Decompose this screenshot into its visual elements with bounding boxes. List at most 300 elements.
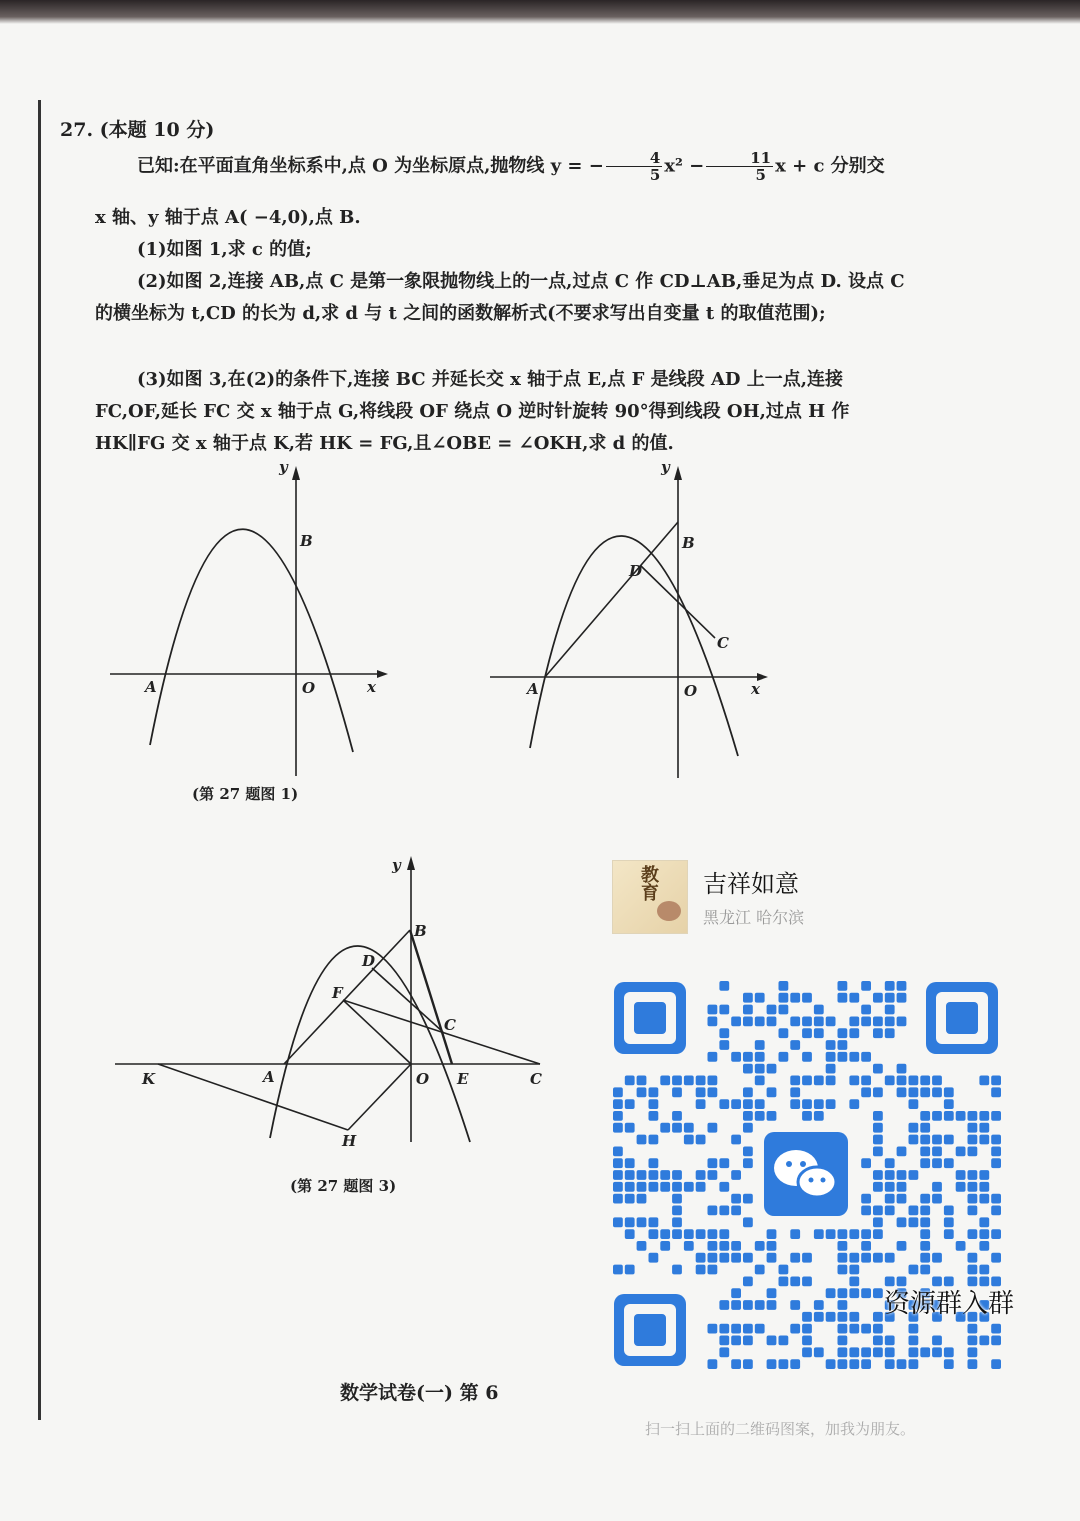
qr-module: [885, 1076, 895, 1086]
qr-module: [649, 1182, 659, 1192]
qr-module: [897, 1076, 907, 1086]
qr-module: [649, 1253, 659, 1263]
qr-module: [696, 1076, 706, 1086]
qr-module: [885, 993, 895, 1003]
qr-module: [968, 1253, 978, 1263]
intro-text-1: 已知:在平面直角坐标系中,点 O 为坐标原点,抛物线 y = −: [137, 155, 604, 177]
qr-module: [696, 1135, 706, 1145]
qr-module: [897, 1147, 907, 1157]
fig1-label-o: O: [302, 679, 316, 697]
qr-module: [660, 1170, 670, 1180]
qr-module: [719, 981, 729, 991]
fig1-label-x: x: [367, 678, 376, 696]
qr-module: [849, 1229, 859, 1239]
qr-module: [684, 1076, 694, 1086]
qr-module: [932, 1135, 942, 1145]
qr-overlay-label: 资源群入群: [884, 1289, 1015, 1319]
qr-module: [767, 1064, 777, 1074]
qr-module: [885, 1194, 895, 1204]
qr-module: [838, 1241, 848, 1251]
qr-module: [719, 1253, 729, 1263]
qr-module: [909, 1324, 919, 1334]
qr-module: [708, 1076, 718, 1086]
qr-module: [767, 1241, 777, 1251]
qr-module: [731, 1099, 741, 1109]
qr-module: [861, 1359, 871, 1369]
qr-module: [838, 1324, 848, 1334]
qr-module: [802, 1028, 812, 1038]
qr-module: [909, 1265, 919, 1275]
qr-module: [920, 1194, 930, 1204]
qr-module: [660, 1182, 670, 1192]
qr-module: [861, 1158, 871, 1168]
qr-module: [873, 1324, 883, 1334]
qr-module: [897, 1217, 907, 1227]
qr-module: [802, 1324, 812, 1334]
qr-module: [873, 1229, 883, 1239]
fig2-label-a: A: [527, 680, 539, 698]
qr-module: [944, 1111, 954, 1121]
qr-module: [743, 1123, 753, 1133]
qr-module: [861, 1229, 871, 1239]
figure-2: [485, 460, 775, 780]
qr-module: [613, 1099, 623, 1109]
qr-module: [790, 1253, 800, 1263]
qr-module: [708, 1017, 718, 1027]
qr-module: [802, 1312, 812, 1322]
qr-module: [755, 993, 765, 1003]
qr-module: [731, 1300, 741, 1310]
qr-module: [849, 1017, 859, 1027]
avatar-decoration: [657, 901, 681, 921]
qr-module: [743, 1253, 753, 1263]
qr-module: [755, 1040, 765, 1050]
qr-module: [861, 1017, 871, 1027]
qr-module: [708, 1123, 718, 1133]
qr-module: [932, 1111, 942, 1121]
qr-module: [672, 1217, 682, 1227]
qr-module: [849, 993, 859, 1003]
qr-module: [873, 1206, 883, 1216]
qr-module: [873, 1288, 883, 1298]
qr-module: [708, 1229, 718, 1239]
qr-module: [920, 1147, 930, 1157]
qr-module: [649, 1229, 659, 1239]
contact-name: 吉祥如意: [703, 870, 799, 898]
qr-module: [814, 1312, 824, 1322]
fraction-11-5: $\frac{11}{5}$: [706, 150, 773, 183]
qr-module: [909, 1087, 919, 1097]
qr-module: [684, 1182, 694, 1192]
qr-module: [826, 1040, 836, 1050]
qr-module: [991, 1253, 1001, 1263]
fig3-label-e: E: [457, 1070, 469, 1088]
qr-module: [731, 1359, 741, 1369]
qr-module: [956, 1147, 966, 1157]
qr-module: [861, 1253, 871, 1263]
fig2-label-x: x: [751, 680, 760, 698]
qr-module: [944, 1087, 954, 1097]
qr-module: [909, 1336, 919, 1346]
fig2-segment-ab: [545, 522, 678, 677]
qr-module: [920, 1206, 930, 1216]
qr-module: [802, 1277, 812, 1287]
qr-module: [719, 1099, 729, 1109]
qr-module: [802, 1336, 812, 1346]
qr-module: [991, 1229, 1001, 1239]
qr-module: [684, 1123, 694, 1133]
qr-module: [932, 1087, 942, 1097]
qr-module: [897, 981, 907, 991]
qr-module: [696, 1265, 706, 1275]
qr-module: [779, 1005, 789, 1015]
qr-module: [802, 1253, 812, 1263]
qr-module: [873, 993, 883, 1003]
qr-module: [932, 1158, 942, 1168]
qr-module: [885, 1336, 895, 1346]
qr-module: [873, 1087, 883, 1097]
qr-module: [885, 1158, 895, 1168]
qr-module: [719, 1182, 729, 1192]
qr-module: [790, 1359, 800, 1369]
qr-module: [790, 1324, 800, 1334]
qr-module: [613, 1111, 623, 1121]
qr-module: [826, 1017, 836, 1027]
qr-module: [719, 1347, 729, 1357]
qr-module: [731, 1194, 741, 1204]
qr-module: [613, 1265, 623, 1275]
qr-module: [779, 1336, 789, 1346]
page-footer: 数学试卷(一) 第 6: [340, 1382, 499, 1404]
qr-module: [790, 993, 800, 1003]
qr-module: [625, 1158, 635, 1168]
qr-module: [790, 1300, 800, 1310]
qr-module: [660, 1076, 670, 1086]
qr-module: [873, 1123, 883, 1133]
figure-1-caption: (第 27 题图 1): [192, 785, 299, 803]
qr-module: [779, 1265, 789, 1275]
qr-module: [873, 1182, 883, 1192]
qr-module: [838, 1028, 848, 1038]
qr-module: [719, 1324, 729, 1334]
qr-module: [979, 1241, 989, 1251]
fig1-parabola: [150, 529, 353, 752]
qr-module: [649, 1099, 659, 1109]
qr-module: [956, 1170, 966, 1180]
qr-module: [979, 1170, 989, 1180]
qr-hint-text: 扫一扫上面的二维码图案，加我为朋友。: [645, 1420, 916, 1438]
qr-module: [649, 1217, 659, 1227]
qr-module: [779, 981, 789, 991]
qr-module: [944, 1217, 954, 1227]
question-part3: (3)如图 3,在(2)的条件下,连接 BC 并延长交 x 轴于点 E,点 F 是线段 AD 上一点,连接FC,OF,延长 FC 交 x 轴于点 G,将线段 OF 绕点 O 逆时针旋转 90°得到线段 OH,过点 H 作 HK∥FG 交 x 轴于点 K,若 HK = FG,且∠OBE = ∠OKH,求 d 的值.: [95, 369, 850, 454]
qr-module: [743, 1336, 753, 1346]
qr-module: [743, 1158, 753, 1168]
qr-module: [743, 1111, 753, 1121]
qr-module: [672, 1111, 682, 1121]
intro-text-3: x + c 分别交: [775, 155, 885, 177]
qr-module: [696, 1253, 706, 1263]
qr-module: [767, 1111, 777, 1121]
qr-module: [767, 1087, 777, 1097]
qr-module: [968, 1206, 978, 1216]
qr-module: [979, 1336, 989, 1346]
qr-module: [885, 981, 895, 991]
qr-module: [625, 1099, 635, 1109]
fig3-label-f: F: [332, 984, 343, 1002]
qr-module: [649, 1158, 659, 1168]
qr-module: [767, 1288, 777, 1298]
qr-module: [731, 1241, 741, 1251]
qr-module: [696, 1182, 706, 1192]
qr-module: [767, 1253, 777, 1263]
qr-module: [991, 1324, 1001, 1334]
fig3-segment-ab: [284, 930, 410, 1064]
qr-module: [755, 1099, 765, 1109]
qr-module: [991, 1076, 1001, 1086]
qr-module: [743, 1217, 753, 1227]
qr-module: [649, 1087, 659, 1097]
qr-module: [613, 1087, 623, 1097]
qr-module: [708, 1052, 718, 1062]
qr-module: [861, 1206, 871, 1216]
qr-module: [767, 1229, 777, 1239]
qr-module: [767, 1359, 777, 1369]
fig2-label-o: O: [684, 682, 698, 700]
qr-module: [826, 1359, 836, 1369]
qr-module: [696, 1170, 706, 1180]
qr-module: [790, 1277, 800, 1287]
qr-module: [625, 1194, 635, 1204]
intro-text-2: x² −: [664, 155, 705, 177]
qr-module: [909, 1206, 919, 1216]
qr-module: [991, 1336, 1001, 1346]
question-part2: (2)如图 2,连接 AB,点 C 是第一象限抛物线上的一点,过点 C 作 CD⊥AB,垂足为点 D. 设点 C 的横坐标为 t,CD 的长为 d,求 d 与 t 之间的函数解析式(不要求写出自变量 t 的取值范围);: [95, 271, 905, 324]
qr-module: [838, 1312, 848, 1322]
qr-module: [991, 1087, 1001, 1097]
qr-module: [861, 1324, 871, 1334]
qr-module: [861, 1052, 871, 1062]
qr-module: [968, 1194, 978, 1204]
qr-module: [861, 1347, 871, 1357]
qr-module: [731, 1206, 741, 1216]
qr-module: [920, 1347, 930, 1357]
qr-module: [968, 1336, 978, 1346]
qr-module: [956, 1182, 966, 1192]
qr-module: [708, 1253, 718, 1263]
qr-module: [708, 1087, 718, 1097]
qr-module: [743, 1017, 753, 1027]
qr-module: [814, 1028, 824, 1038]
qr-module: [696, 1099, 706, 1109]
qr-module: [873, 1147, 883, 1157]
fig2-label-d: D: [629, 562, 643, 580]
qr-module: [684, 1229, 694, 1239]
fig2-label-y: y: [661, 460, 670, 476]
qr-module: [897, 1182, 907, 1192]
question-intro: [95, 150, 905, 183]
qr-module: [790, 1229, 800, 1239]
qr-module: [731, 1170, 741, 1180]
fig3-segment-be: [410, 930, 452, 1064]
qr-module: [932, 1076, 942, 1086]
qr-module: [861, 1005, 871, 1015]
qr-module: [838, 1052, 848, 1062]
qr-module: [968, 1170, 978, 1180]
qr-module: [920, 1158, 930, 1168]
qr-module: [909, 1123, 919, 1133]
qr-module: [731, 1017, 741, 1027]
qr-module: [790, 1017, 800, 1027]
wechat-logo-icon: [759, 1127, 853, 1221]
qr-module: [802, 1017, 812, 1027]
qr-module: [731, 1336, 741, 1346]
qr-module: [743, 1064, 753, 1074]
qr-module: [755, 1324, 765, 1334]
qr-module: [885, 1028, 895, 1038]
qr-module: [873, 1336, 883, 1346]
qr-module: [719, 1158, 729, 1168]
qr-module: [755, 1241, 765, 1251]
qr-module: [826, 1312, 836, 1322]
qr-module: [755, 1052, 765, 1062]
qr-module: [613, 1194, 623, 1204]
qr-module: [649, 1170, 659, 1180]
qr-module: [920, 1253, 930, 1263]
qr-module: [719, 1300, 729, 1310]
figure-3: [110, 850, 545, 1150]
qr-module: [826, 1064, 836, 1074]
qr-module: [873, 1312, 883, 1322]
qr-module: [979, 1076, 989, 1086]
qr-module: [897, 1241, 907, 1251]
qr-module: [838, 981, 848, 991]
qr-module: [767, 1005, 777, 1015]
qr-module: [613, 1158, 623, 1168]
qr-module: [802, 1347, 812, 1357]
qr-module: [743, 1194, 753, 1204]
qr-module: [944, 1206, 954, 1216]
fig2-label-b: B: [682, 534, 695, 552]
fig3-segment-hk: [158, 1064, 348, 1130]
qr-module: [767, 1017, 777, 1027]
fig3-label-a: A: [263, 1068, 275, 1086]
qr-module: [625, 1265, 635, 1275]
qr-module: [637, 1194, 647, 1204]
qr-module: [672, 1206, 682, 1216]
qr-module: [979, 1123, 989, 1133]
qr-module: [743, 1300, 753, 1310]
qr-module: [755, 1111, 765, 1121]
fig1-label-b: B: [300, 532, 313, 550]
qr-module: [909, 1099, 919, 1109]
qr-module: [849, 1076, 859, 1086]
qr-module: [779, 993, 789, 1003]
qr-module: [814, 1017, 824, 1027]
fraction-4-5: $\frac{4}{5}$: [606, 150, 662, 183]
qr-module: [849, 1347, 859, 1357]
qr-module: [920, 1241, 930, 1251]
qr-module: [719, 1040, 729, 1050]
qr-module: [932, 1347, 942, 1357]
qr-module: [672, 1229, 682, 1239]
qr-module: [861, 1288, 871, 1298]
qr-module: [861, 1076, 871, 1086]
avatar[interactable]: [612, 860, 688, 934]
qr-finder-top-right: [926, 982, 998, 1054]
qr-module: [708, 1005, 718, 1015]
qr-module: [743, 1324, 753, 1334]
qr-module: [991, 1359, 1001, 1369]
qr-module: [684, 1241, 694, 1251]
qr-module: [731, 1288, 741, 1298]
qr-module: [637, 1182, 647, 1192]
qr-module: [719, 1229, 729, 1239]
qr-module: [979, 1182, 989, 1192]
qr-module: [802, 1076, 812, 1086]
qr-module: [838, 1040, 848, 1050]
fig1-label-y: y: [279, 460, 288, 476]
qr-module: [991, 1194, 1001, 1204]
qr-module: [920, 1076, 930, 1086]
qr-module: [719, 1241, 729, 1251]
qr-module: [944, 1229, 954, 1239]
fig3-label-b: B: [414, 922, 427, 940]
qr-module: [779, 1277, 789, 1287]
qr-module: [849, 1288, 859, 1298]
qr-module: [826, 1052, 836, 1062]
qr-module: [991, 1147, 1001, 1157]
qr-module: [637, 1217, 647, 1227]
qr-module: [909, 1135, 919, 1145]
qr-module: [790, 1076, 800, 1086]
qr-module: [909, 1217, 919, 1227]
qr-module: [897, 1194, 907, 1204]
qr-module: [743, 1147, 753, 1157]
qr-module: [731, 1324, 741, 1334]
fig3-label-d: D: [362, 952, 376, 970]
qr-module: [932, 1253, 942, 1263]
qr-module: [814, 1111, 824, 1121]
qr-module: [897, 1170, 907, 1180]
qr-module: [719, 1336, 729, 1346]
fig3-label-o: O: [416, 1070, 430, 1088]
qr-module: [625, 1170, 635, 1180]
qr-module: [979, 1135, 989, 1145]
qr-module: [625, 1229, 635, 1239]
qr-module: [861, 981, 871, 991]
qr-module: [920, 1123, 930, 1133]
qr-module: [814, 1300, 824, 1310]
qr-module: [885, 1182, 895, 1192]
qr-module: [625, 1123, 635, 1133]
fig3-segment-fg: [343, 1000, 540, 1064]
qr-module: [944, 1359, 954, 1369]
qr-module: [873, 1135, 883, 1145]
qr-module: [873, 1217, 883, 1227]
qr-module: [613, 1123, 623, 1133]
qr-module: [826, 1076, 836, 1086]
qr-module: [660, 1229, 670, 1239]
qr-module: [920, 1087, 930, 1097]
qr-module: [731, 1052, 741, 1062]
qr-module: [897, 1087, 907, 1097]
qr-module: [838, 1300, 848, 1310]
qr-module: [920, 1265, 930, 1275]
qr-module: [838, 1359, 848, 1369]
qr-module: [873, 1028, 883, 1038]
qr-module: [802, 993, 812, 1003]
